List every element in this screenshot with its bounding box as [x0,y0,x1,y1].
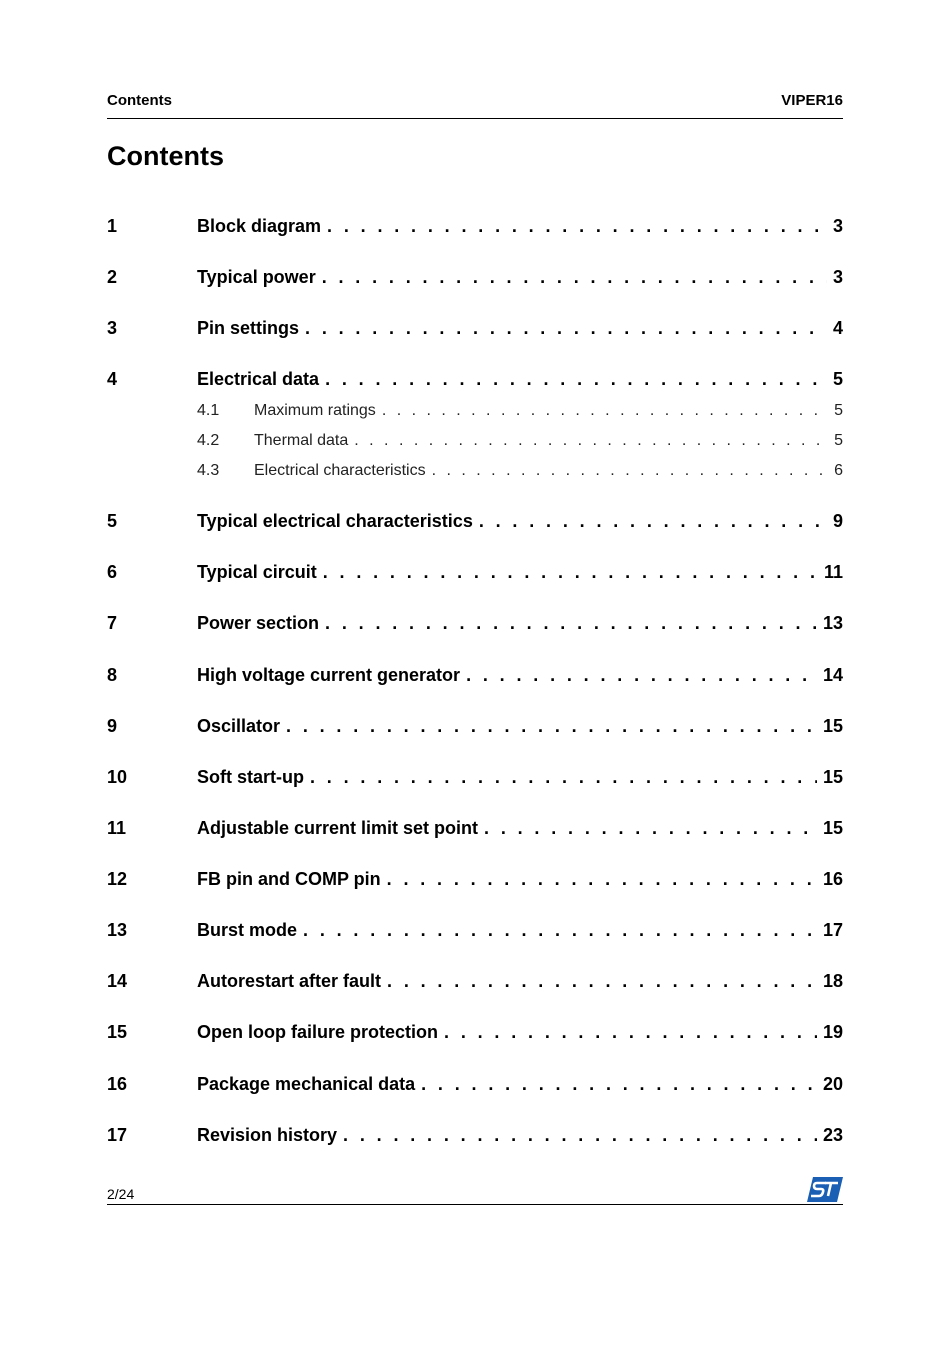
toc-entry-title[interactable]: Pin settings [197,318,300,338]
footer-page-number: 2/24 [107,1186,135,1202]
toc-subentry-page[interactable]: 5 [834,402,843,419]
toc-entry-page[interactable]: 20 [822,1074,843,1094]
toc-entry-number: 1 [107,216,118,236]
toc-entry-title[interactable]: Block diagram [197,216,322,236]
toc-leader-dots [421,1073,817,1095]
toc-entry-number: 14 [107,971,128,991]
toc-entry-page[interactable]: 13 [822,613,843,633]
toc-entry-page[interactable]: 18 [822,971,843,991]
toc-entry[interactable] [107,664,843,686]
toc-entry-title[interactable]: Oscillator [197,716,281,736]
toc-entry-title[interactable]: Typical electrical characteristics [197,511,473,531]
toc-entry-number: 3 [107,318,118,338]
toc-leader-dots [387,868,817,890]
toc-leader-dots [310,766,817,788]
toc-subentry-number: 4.3 [197,462,220,479]
toc-subentry[interactable] [197,461,843,481]
toc-entry-number: 12 [107,869,128,889]
toc-entry[interactable] [107,368,843,390]
toc-entry-number: 7 [107,613,118,633]
toc-entry-number: 9 [107,716,118,736]
toc-subentry-number: 4.1 [197,402,220,419]
toc-entry-title[interactable]: Open loop failure protection [197,1022,439,1042]
toc-entry[interactable] [107,215,843,237]
toc-subentry-title[interactable]: Maximum ratings [254,402,376,419]
toc-entry[interactable] [107,919,843,941]
toc-entry-number: 16 [107,1074,128,1094]
toc-entry-number: 17 [107,1125,128,1145]
header-product-name: VIPER16 [781,92,843,109]
toc-entry[interactable] [107,266,843,288]
toc-entry-title[interactable]: Package mechanical data [197,1074,416,1094]
toc-leader-dots [382,401,828,421]
toc-leader-dots [444,1021,817,1043]
toc-entry-title[interactable]: Electrical data [197,369,320,389]
toc-entry-title[interactable]: High voltage current generator [197,665,461,685]
toc-entry[interactable] [107,868,843,890]
toc-entry-page[interactable]: 11 [823,562,843,582]
toc-leader-dots [322,266,827,288]
toc-entry[interactable] [107,766,843,788]
toc-entry-number: 8 [107,665,118,685]
toc-subentry-title[interactable]: Thermal data [254,432,349,449]
header-section-title: Contents [107,92,172,109]
toc-entry[interactable] [107,510,843,532]
toc-leader-dots [354,431,828,451]
toc-entry[interactable] [107,1021,843,1043]
toc-entry-title[interactable]: Power section [197,613,320,633]
toc-leader-dots [303,919,817,941]
page-header [107,92,843,119]
toc-leader-dots [484,817,817,839]
toc-entry[interactable] [107,561,843,583]
toc-leader-dots [343,1124,817,1146]
toc-entry-page[interactable]: 5 [832,369,843,389]
toc-entry-page[interactable]: 19 [822,1022,843,1042]
toc-entry[interactable] [107,970,843,992]
toc-entry-number: 11 [107,818,127,838]
page-title: Contents [107,141,224,171]
toc-entry[interactable] [107,1073,843,1095]
toc-leader-dots [387,970,817,992]
toc-leader-dots [305,317,827,339]
toc-entry-number: 2 [107,267,118,287]
toc-entry-number: 10 [107,767,128,787]
toc-subentry-page[interactable]: 6 [834,462,843,479]
toc-entry-title[interactable]: Autorestart after fault [197,971,382,991]
toc-entry-number: 5 [107,511,118,531]
toc-entry-title[interactable]: FB pin and COMP pin [197,869,381,889]
toc-entry-page[interactable]: 9 [832,511,843,531]
toc-entry-page[interactable]: 3 [832,216,843,236]
toc-entry-page[interactable]: 15 [822,818,843,838]
toc-subentry[interactable] [197,431,843,451]
toc-entry[interactable] [107,612,843,634]
toc-subentry[interactable] [197,401,843,421]
toc-entry[interactable] [107,817,843,839]
toc-entry[interactable] [107,715,843,737]
toc-leader-dots [323,561,818,583]
toc-entry-title[interactable]: Soft start-up [197,767,304,787]
toc-entry-number: 6 [107,562,118,582]
toc-leader-dots [325,368,827,390]
toc-subentry-number: 4.2 [197,432,220,449]
st-logo-icon [807,1177,843,1202]
toc-entry-page[interactable]: 16 [822,869,843,889]
toc-leader-dots [479,510,827,532]
toc-entry-page[interactable]: 15 [822,716,843,736]
toc-leader-dots [286,715,817,737]
toc-entry-title[interactable]: Revision history [197,1125,338,1145]
toc-leader-dots [466,664,817,686]
toc-entry-page[interactable]: 15 [822,767,843,787]
toc-entry-title[interactable]: Typical circuit [197,562,317,582]
toc-leader-dots [325,612,817,634]
toc-subentry-page[interactable]: 5 [834,432,843,449]
toc-entry[interactable] [107,1124,843,1146]
toc-subentry-title[interactable]: Electrical characteristics [254,462,426,479]
toc-entry-page[interactable]: 23 [822,1125,843,1145]
toc-leader-dots [327,215,827,237]
toc-entry-page[interactable]: 3 [832,267,843,287]
toc-entry-number: 15 [107,1022,128,1042]
toc-entry-title[interactable]: Burst mode [197,920,298,940]
toc-entry-title[interactable]: Typical power [197,267,316,287]
page-footer [107,1177,843,1205]
toc-entry[interactable] [107,317,843,339]
toc-entry-page[interactable]: 4 [832,318,843,338]
toc-entry-page[interactable]: 14 [822,665,843,685]
toc-entry-title[interactable]: Adjustable current limit set point [197,818,479,838]
toc-entry-number: 4 [107,369,118,389]
toc-entry-number: 13 [107,920,128,940]
toc-entry-page[interactable]: 17 [822,920,843,940]
toc-leader-dots [432,461,828,481]
